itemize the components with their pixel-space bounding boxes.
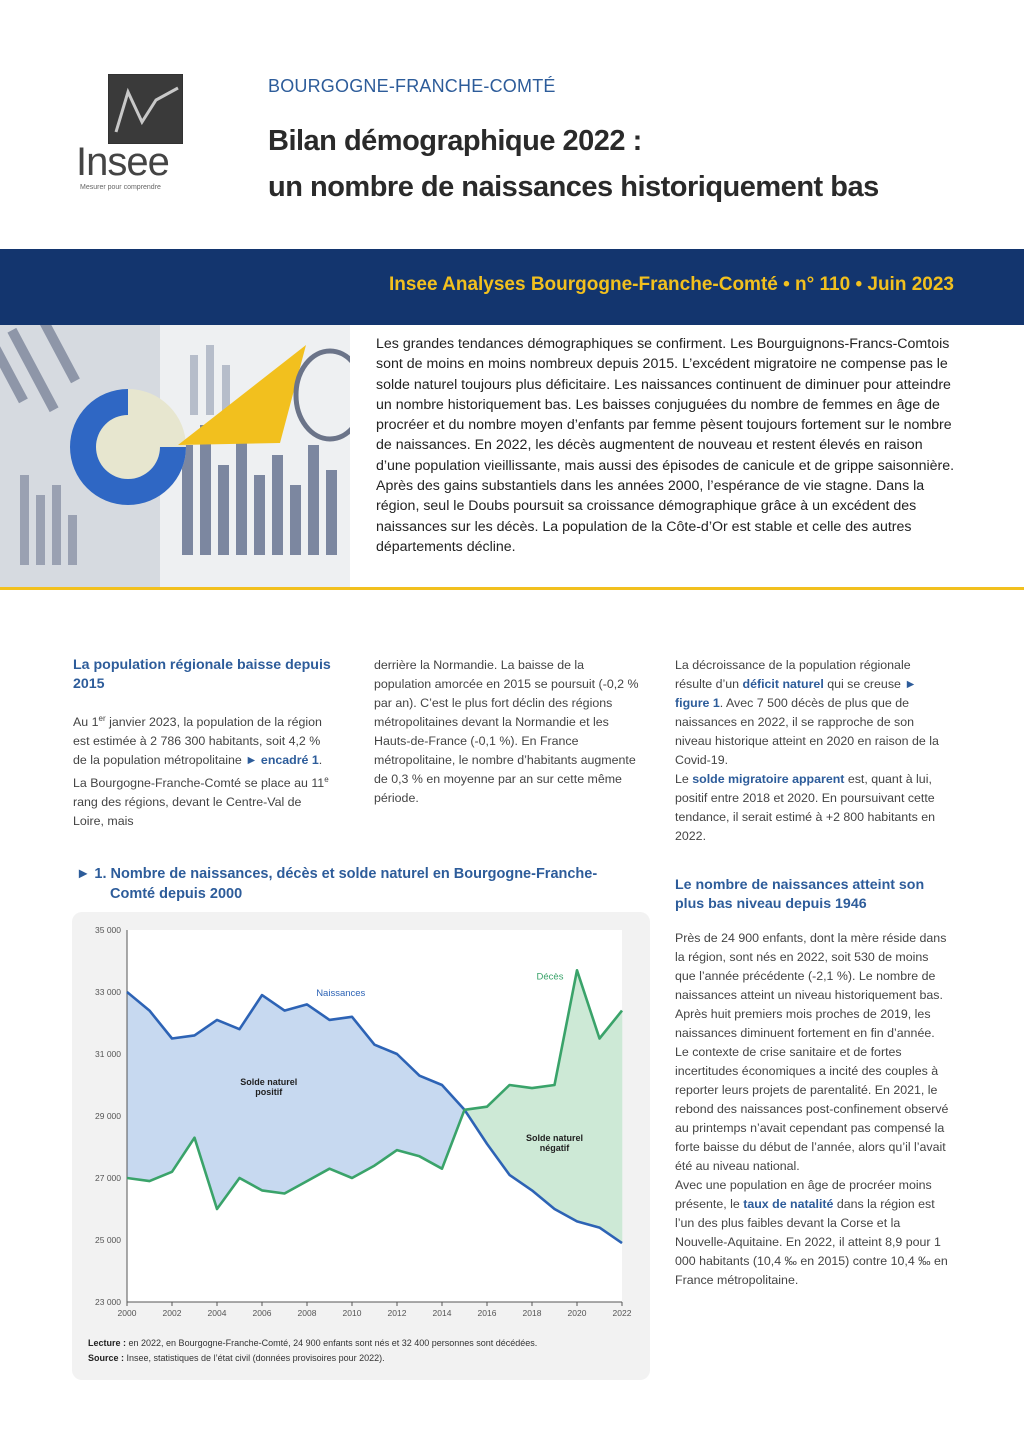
x-tick-label: 2014 xyxy=(432,1308,452,1318)
positive-balance-area xyxy=(375,1045,398,1166)
link-solde-migratoire[interactable]: solde migratoire apparent xyxy=(692,772,845,786)
superscript: e xyxy=(324,775,329,785)
figure-title xyxy=(76,864,656,904)
link-figure-1[interactable]: ► figure 1 xyxy=(675,677,917,710)
positive-balance-area xyxy=(307,1004,330,1181)
section-heading-population: La population régionale baisse depuis 2015 xyxy=(73,657,331,692)
title-line-2: un nombre de naissances historiquement bas xyxy=(268,171,879,203)
link-encadre-1[interactable]: ► encadré 1 xyxy=(245,753,319,768)
column-2 xyxy=(374,656,644,808)
births-series-label: Naissances xyxy=(316,988,366,999)
text: est, quant à lui, positif entre 2018 et 2020. En poursuivant cette tendance, il serait estimé à +2 800 habitants en 2022. xyxy=(675,772,936,843)
y-tick-label: 35 000 xyxy=(95,925,121,935)
figure-note xyxy=(88,1336,648,1366)
logo-tagline: Mesurer pour comprendre xyxy=(80,184,161,191)
positive-balance-area xyxy=(127,992,150,1181)
paragraph xyxy=(73,709,335,831)
publication-info: Insee Analyses Bourgogne-Franche-Comté • n° 110 • Juin 2023 xyxy=(388,274,954,295)
column-3 xyxy=(675,656,950,1290)
positive-balance-area xyxy=(330,1017,353,1178)
x-tick-label: 2016 xyxy=(477,1308,497,1318)
link-deficit-naturel[interactable]: déficit naturel xyxy=(742,677,824,691)
logo-wordmark: Insee xyxy=(76,140,169,184)
note-source xyxy=(88,1351,648,1366)
title-line-1: Bilan démographique 2022 : xyxy=(268,125,642,157)
logo-zigzag-icon xyxy=(108,74,183,144)
text: La décroissance de la population régionale résulte d’un xyxy=(675,658,911,691)
text: rang des régions, devant le Centre-Val de Loire, mais xyxy=(73,795,302,829)
insee-logo xyxy=(76,72,186,202)
superscript: er xyxy=(98,714,106,723)
page-title xyxy=(268,118,879,210)
section-heading-naissances: Le nombre de naissances atteint son plus bas niveau depuis 1946 xyxy=(675,877,925,912)
figure-title-line-1: ► 1. Nombre de naissances, décès et solde naturel en Bourgogne-Franche- xyxy=(76,866,598,882)
x-tick-label: 2000 xyxy=(117,1308,137,1318)
positive-balance-area xyxy=(420,1076,443,1169)
text: dans la région est l’un des plus faibles devant la Corse et la Nouvelle-Aquitaine. En 2022, il atteint 8,9 pour 1 000 habitants (10,4 ‰ en 2015) contre 10,4 ‰ en France métropolitaine. xyxy=(675,1197,948,1287)
text: qui se creuse xyxy=(823,677,905,691)
y-tick-label: 23 000 xyxy=(95,1297,121,1307)
text: en 2022, en Bourgogne-Franche-Comté, 24 900 enfants sont nés et 32 400 personnes sont décédées. xyxy=(126,1338,538,1348)
paragraph xyxy=(675,1176,950,1290)
x-tick-label: 2006 xyxy=(252,1308,272,1318)
x-tick-label: 2010 xyxy=(342,1308,362,1318)
column-1 xyxy=(73,656,335,831)
paragraph: Près de 24 900 enfants, dont la mère réside dans la région, sont nés en 2022, soit 530 de moins que l’année précédente (-2,1 %). Le nombre de naissances atteint un niveau historiquement bas. Après huit premiers mois proches de 2019, les naissances diminuent fortement en fin d’année. xyxy=(675,931,947,1040)
text: Le xyxy=(675,772,693,786)
text: janvier 2023, la population de la région est estimée à 2 786 300 habitants, soit 4,2 % de la population métropolitaine xyxy=(73,715,322,768)
text: Avec une population en âge de procréer moins présente, le xyxy=(675,1178,932,1211)
paragraph xyxy=(675,770,950,846)
x-tick-label: 2008 xyxy=(297,1308,317,1318)
x-tick-label: 2002 xyxy=(162,1308,182,1318)
x-tick-label: 2022 xyxy=(612,1308,632,1318)
negative-area-label: Solde naturel négatif xyxy=(525,1132,584,1153)
y-tick-label: 27 000 xyxy=(95,1173,121,1183)
hero-illustration xyxy=(0,325,350,587)
x-tick-label: 2004 xyxy=(207,1308,227,1318)
region-label: BOURGOGNE-FRANCHE-COMTÉ xyxy=(268,76,556,96)
link-taux-natalite[interactable]: taux de natalité xyxy=(743,1197,834,1211)
chart-illustration-icon xyxy=(0,325,350,587)
logo-mark xyxy=(108,74,183,144)
paragraph: derrière la Normandie. La baisse de la population amorcée en 2015 se poursuit (-0,2 % par an). C’est le plus fort déclin des régions métropolitaines devant la Normandie et les Hauts-de-France (-0,1 %). En France métropolitaine, le nombre d’habitants augmente de 0,3 % en moyenne par an sur cette même période. xyxy=(374,658,639,805)
abstract: Les grandes tendances démographiques se confirment. Les Bourguignons-Francs-Comtois sont de moins en moins nombreux depuis 2015. L’excédent migratoire ne compense pas le solde naturel toujours plus déficitaire. Les naissances continuent de diminuer pour atteindre un nombre historiquement bas. Les baisses conjuguées du nombre de femmes en âge de procréer et du nombre moyen d’enfants par femme pèsent toujours fortement sur le nombre de naissances. En 2022, les décès augmentent de nouveau et restent élevés en raison d’une population vieillissante, mais aussi des épisodes de canicule et de grippe saisonnière. Après des gains substantiels dans les années 2000, l’espérance de vie stagne. Dans la région, seul le Doubs poursuit sa croissance démographique grâce à un excédent des naissances sur les décès. La population de la Côte-d’Or est stable et celle des autres départements décline. xyxy=(376,336,955,555)
x-tick-label: 2012 xyxy=(387,1308,407,1318)
text: . Avec 7 500 décès de plus que de naissances en 2022, il se rapproche de son niveau historique atteint en 2020 en raison de la Covid-19. xyxy=(675,696,939,767)
positive-area-label: Solde naturel positif xyxy=(240,1077,298,1097)
paragraph xyxy=(675,656,950,770)
section-divider xyxy=(0,587,1024,590)
note-lecture xyxy=(88,1336,648,1351)
y-tick-label: 31 000 xyxy=(95,1049,121,1059)
figure-title-line-2: Comté depuis 2000 xyxy=(110,886,243,902)
y-tick-label: 25 000 xyxy=(95,1235,121,1245)
births-deaths-chart xyxy=(72,912,650,1332)
x-tick-label: 2018 xyxy=(522,1308,542,1318)
paragraph: Le contexte de crise sanitaire et de fortes incertitudes économiques a incité des couples à reporter leurs projets de parentalité. En 2021, le rebond des naissances post-confinement observé au printemps n’avait cependant pas compensé la forte baisse du début de l’année, alors qu’il l’avait été au niveau national. xyxy=(675,1045,949,1173)
positive-balance-area xyxy=(285,1004,308,1193)
text: . La Bourgogne-Franche-Comté se place au 11 xyxy=(73,753,325,791)
deaths-series-label: Décès xyxy=(536,971,564,983)
negative-balance-area xyxy=(600,1011,623,1244)
note-label: Lecture : xyxy=(88,1338,127,1348)
note-label: Source : xyxy=(88,1353,125,1363)
figure-panel xyxy=(72,912,650,1380)
text: Au 1 xyxy=(73,715,99,730)
text: Insee, statistiques de l’état civil (données provisoires pour 2022). xyxy=(124,1353,385,1363)
y-tick-label: 33 000 xyxy=(95,987,121,997)
y-tick-label: 29 000 xyxy=(95,1111,121,1121)
x-tick-label: 2020 xyxy=(567,1308,587,1318)
